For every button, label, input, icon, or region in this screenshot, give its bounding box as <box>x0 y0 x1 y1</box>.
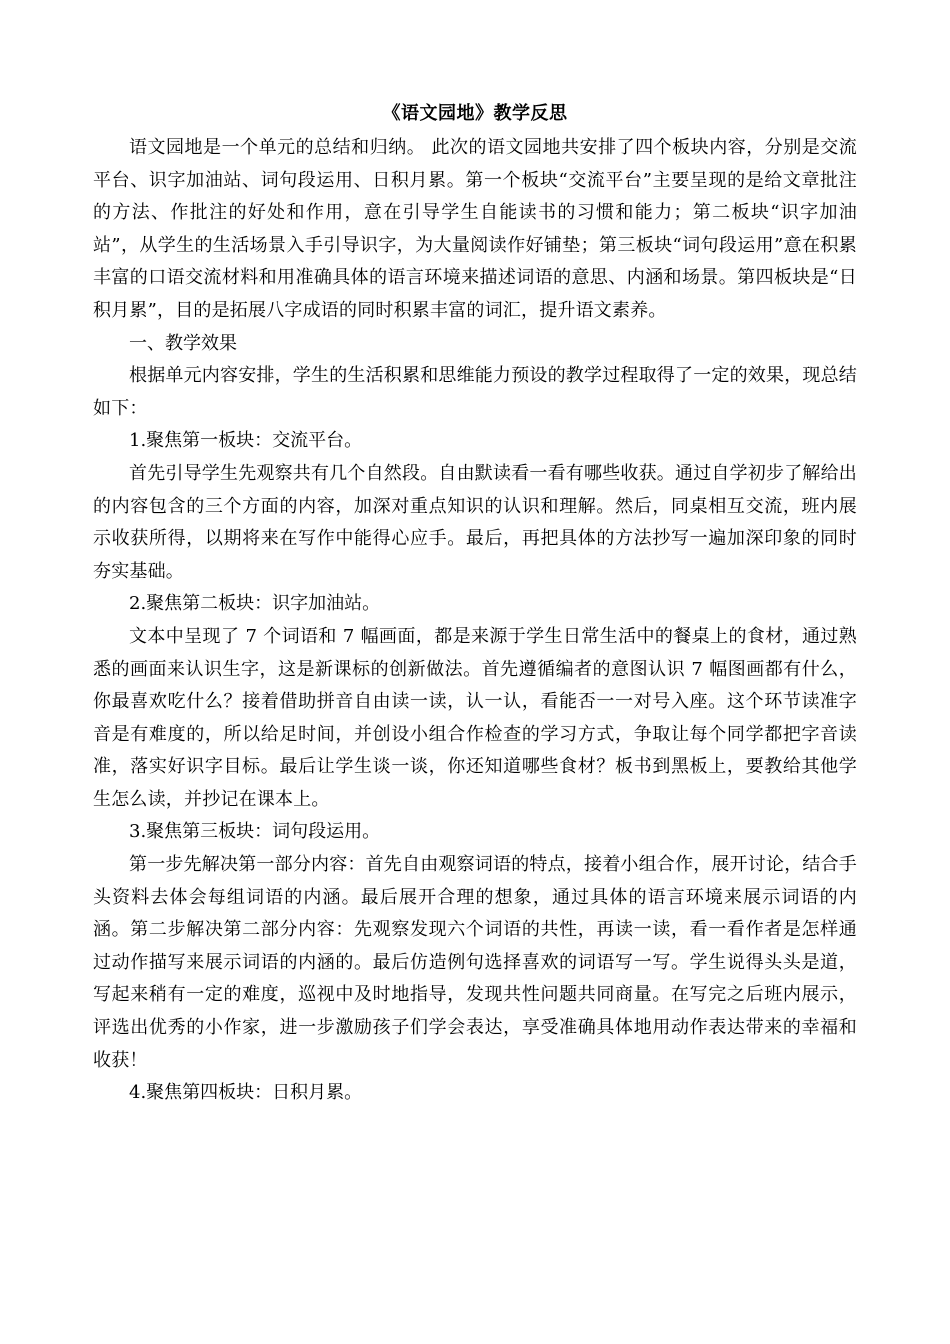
section-intro-paragraph: 根据单元内容安排，学生的生活积累和思维能力预设的教学过程取得了一定的效果，现总结如下： <box>93 365 857 419</box>
item-heading-3: 3.聚焦第三板块：词句段运用。 <box>129 821 381 843</box>
item-heading-1: 1.聚焦第一板块：交流平台。 <box>129 430 363 452</box>
item-body-3: 第一步先解决第一部分内容：首先自由观察词语的特点，接着小组合作，展开讨论，结合手头资料去体会每组词语的内涵。最后展开合理的想象，通过具体的语言环境来展示词语的内涵。第二步解决第二部分内容：先观察发现六个词语的共性，再读一读，看一看作者是怎样通过动作描写来展示词语的内涵的。最后仿造例句选择喜欢的词语写一写。学生说得头头是道，写起来稍有一定的难度，巡视中及时地指导，发现共性问题共同商量。在写完之后班内展示，评选出优秀的小作家，进一步激励孩子们学会表达，享受准确具体地用动作表达带来的幸福和收获！ <box>93 854 857 1071</box>
intro-paragraph: 语文园地是一个单元的总结和归纳。 此次的语文园地共安排了四个板块内容，分别是交流平台、识字加油站、词句段运用、日积月累。第一个板块“交流平台”主要呈现的是给文章批注的方法、作批注的好处和作用，意在引导学生自能读书的习惯和能力；第二板块“识字加油站”，从学生的生活场景入手引导识字，为大量阅读作好铺垫；第三板块“词句段运用”意在积累丰富的口语交流材料和用准确具体的语言环境来描述词语的意思、内涵和场景。第四板块是“日积月累”，目的是拓展八字成语的同时积累丰富的词汇，提升语文素养。 <box>93 137 857 321</box>
document-body <box>93 99 857 1110</box>
item-body-1: 首先引导学生先观察共有几个自然段。自由默读看一看有哪些收获。通过自学初步了解给出的内容包含的三个方面的内容，加深对重点知识的认识和理解。然后，同桌相互交流，班内展示收获所得，以期将来在写作中能得心应手。最后，再把具体的方法抄写一遍加深印象的同时夯实基础。 <box>93 462 857 582</box>
section-heading-teaching-effect: 一、教学效果 <box>129 332 237 354</box>
item-heading-4: 4.聚焦第四板块：日积月累。 <box>129 1082 363 1104</box>
item-heading-2: 2.聚焦第二板块：识字加油站。 <box>129 593 381 615</box>
document-title: 《语文园地》教学反思 <box>382 103 568 124</box>
item-body-2: 文本中呈现了 7 个词语和 7 幅画面，都是来源于学生日常生活中的餐桌上的食材，通过熟悉的画面来认识生字，这是新课标的创新做法。首先遵循编者的意图认识 7 幅图画都有什么，你最喜欢吃什么？接着借助拼音自由读一读，认一认，看能否一一对号入座。这个环节读准字音是有难度的，所以给足时间，并创设小组合作检查的学习方式，争取让每个同学都把字音读准，落实好识字目标。最后让学生谈一谈，你还知道哪些食材？板书到黑板上，要教给其他学生怎么读，并抄记在课本上。 <box>93 625 857 810</box>
